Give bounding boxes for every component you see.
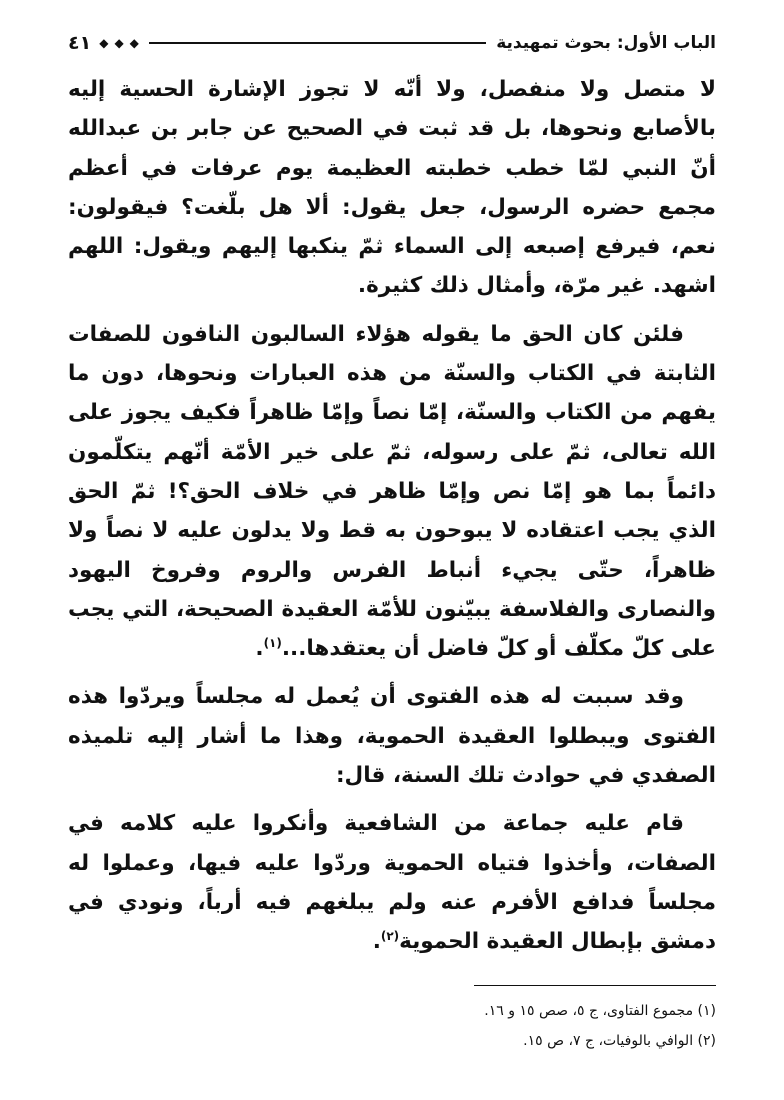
footnote-2: (٢) الوافي بالوفيات، ج ٧، ص ١٥. <box>523 1033 716 1049</box>
paragraph-2 <box>68 315 716 669</box>
footnote-1: (١) مجموع الفتاوى، ج ٥، صص ١٥ و ١٦. <box>484 1003 716 1019</box>
diamond-icon: ◆ <box>129 36 139 50</box>
diamond-icon: ◆ <box>99 36 109 50</box>
paragraph-1-text: لا متصل ولا منفصل، ولا أنّه لا تجوز الإشارة الحسية إليه بالأصابع ونحوها، بل قد ثبت في الصحيح عن جابر بن عبدالله أنّ النبي لمّا خطب خطبته العظيمة يوم عرفات في أعظم مجمع حضره الرسول، جعل يقول: ألا هل بلّغت؟ فيقولون: نعم، فيرفع إصبعه إلى السماء ثمّ ينكبها إليهم ويقول: اللهم اشهد. غير مرّة، وأمثال ذلك كثيرة. <box>68 77 716 299</box>
diamond-icon: ◆ <box>114 36 124 50</box>
paragraph-3 <box>68 677 716 795</box>
footnote-ref-2[interactable]: (٢) <box>380 929 400 944</box>
paragraph-4 <box>68 804 716 961</box>
ornament-diamonds <box>99 37 139 49</box>
paragraph-1 <box>68 70 716 306</box>
main-text <box>68 70 716 971</box>
paragraph-3-text: وقد سببت له هذه الفتوى أن يُعمل له مجلساً ويردّوا هذه الفتوى ويبطلوا العقيدة الحموية، وهذا ما أشار إليه تلميذه الصفدي في حوادث تلك السنة، قال: <box>68 684 716 789</box>
paragraph-4-end: . <box>372 929 381 955</box>
paragraph-2-end: . <box>255 636 264 662</box>
footnote-separator <box>474 985 716 986</box>
header-rule <box>149 42 486 44</box>
running-header <box>68 28 716 58</box>
page-number: ٤١ <box>68 32 92 54</box>
footnotes <box>68 996 716 1056</box>
paragraph-4-text: قام عليه جماعة من الشافعية وأنكروا عليه كلامه في الصفات، وأخذوا فتياه الحموية وردّوا عليه فيها، وعملوا له مجلساً فدافع الأفرم عنه ولم يبلغهم فيه أرباً، ونودي في دمشق بإبطال العقيدة الحموية <box>68 811 716 955</box>
footnote-ref-1[interactable]: (١) <box>263 636 282 650</box>
paragraph-2-text: فلئن كان الحق ما يقوله هؤلاء السالبون النافون للصفات الثابتة في الكتاب والسنّة من هذه العبارات ونحوها، دون ما يفهم من الكتاب والسنّة، إمّا نصاً وإمّا ظاهراً فكيف يجوز على الله تعالى، ثمّ على رسوله، ثمّ على خير الأمّة أنّهم يتكلّمون دائماً بما هو إمّا نص وإمّا ظاهر في خلاف الحق؟! ثمّ الحق الذي يجب اعتقاده لا يبوحون به قط ولا يدلون عليه لا نصاً ولا ظاهراً، حتّى يجيء أنباط الفرس والروم وفروخ اليهود والنصارى والفلاسفة يبيّنون للأمّة العقيدة الصحيحة، التي يجب على كلّ مكلّف أو كلّ فاضل أن يعتقدها... <box>68 321 716 662</box>
chapter-title: الباب الأول: بحوث تمهيدية <box>496 33 716 53</box>
